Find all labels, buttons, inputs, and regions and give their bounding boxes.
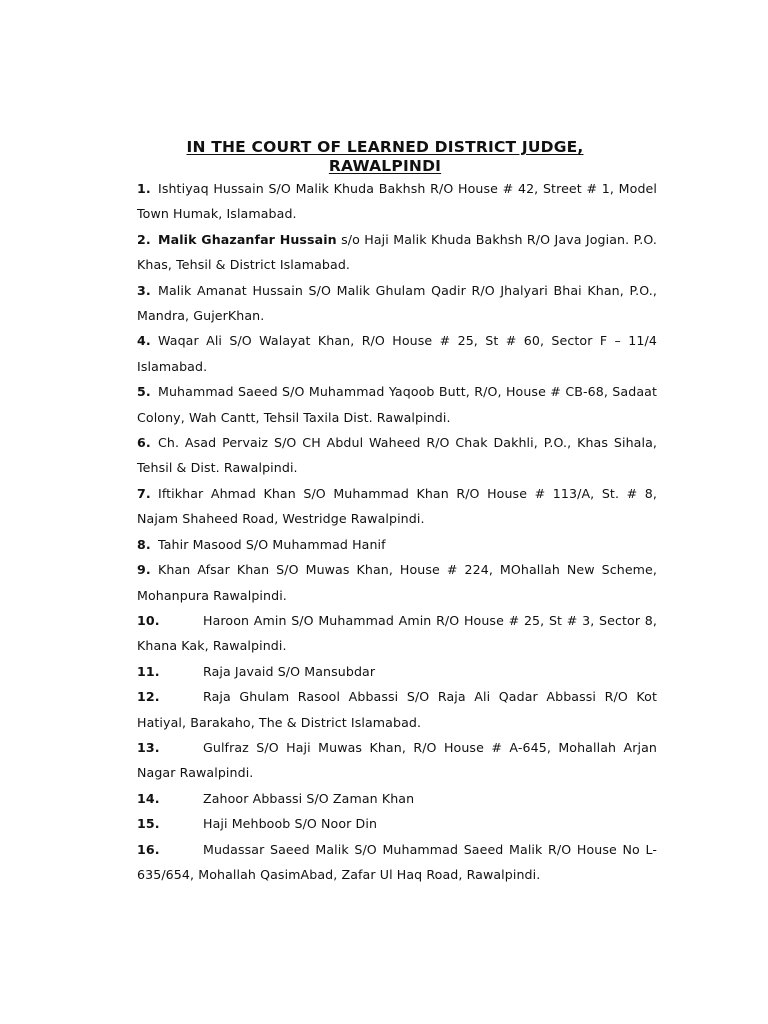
item-number: 1.: [137, 181, 151, 196]
item-number: 3.: [137, 282, 151, 298]
item-text: Waqar Ali S/O Walayat Khan, R/O House # 25, St # 60, Sector F – 11/4 Islamabad.: [137, 333, 657, 374]
item-number: 6.: [137, 435, 151, 451]
item-number: 5.: [137, 384, 151, 400]
list-item: [137, 328, 657, 379]
item-number: 4.: [137, 333, 151, 349]
item-text: Ishtiyaq Hussain S/O Malik Khuda Bakhsh R/O House # 42, Street # 1, Model Town Humak, Islamabad.: [137, 181, 657, 222]
item-number: 9.: [137, 562, 151, 578]
list-item: [137, 684, 657, 735]
item-text: Tahir Masood S/O Muhammad Hanif: [158, 536, 386, 552]
item-text: Zahoor Abbassi S/O Zaman Khan: [203, 790, 415, 806]
list-item: [137, 557, 657, 608]
item-number: 15.: [137, 816, 160, 832]
item-number: 7.: [137, 485, 151, 501]
party-list: [137, 176, 657, 887]
item-text: Gulfraz S/O Haji Muwas Khan, R/O House # A-645, Mohallah Arjan Nagar Rawalpindi.: [137, 739, 657, 781]
list-item: [137, 735, 657, 786]
item-text: Malik Amanat Hussain S/O Malik Ghulam Qadir R/O Jhalyari Bhai Khan, P.O., Mandra, GujerKhan.: [137, 282, 657, 324]
item-text: Raja Ghulam Rasool Abbassi S/O Raja Ali Qadar Abbassi R/O Kot Hatiyal, Barakaho, The & District Islamabad.: [137, 689, 657, 730]
item-text: Raja Javaid S/O Mansubdar: [203, 663, 376, 679]
item-number: 14.: [137, 790, 160, 806]
item-number: 11.: [137, 663, 160, 679]
list-item: [137, 786, 657, 811]
item-number: 12.: [137, 689, 160, 705]
item-text: s/o Haji Malik Khuda Bakhsh R/O Java Jogian. P.O. Khas, Tehsil & District Islamabad.: [137, 231, 658, 273]
item-number: 8.: [137, 536, 151, 552]
court-title-line-1: IN THE COURT OF LEARNED DISTRICT JUDGE,: [186, 138, 584, 156]
item-text: Iftikhar Ahmad Khan S/O Muhammad Khan R/O House # 113/A, St. # 8, Najam Shaheed Road, Westridge Rawalpindi.: [137, 485, 657, 527]
list-item: [137, 379, 657, 430]
list-item: [137, 278, 657, 329]
item-text: Haji Mehboob S/O Noor Din: [203, 816, 378, 832]
item-number: 16.: [137, 841, 160, 857]
list-item: [137, 176, 657, 227]
item-text: Haroon Amin S/O Muhammad Amin R/O House # 25, St # 3, Sector 8, Khana Kak, Rawalpindi.: [137, 612, 657, 654]
item-number: 13.: [137, 739, 160, 755]
list-item: [137, 811, 657, 836]
court-title-line-2: RAWALPINDI: [328, 157, 442, 175]
court-title: [140, 138, 630, 176]
list-item: [137, 659, 657, 684]
item-text: Muhammad Saeed S/O Muhammad Yaqoob Butt, R/O, House # CB-68, Sadaat Colony, Wah Cantt, Tehsil Taxila Dist. Rawalpindi.: [137, 384, 657, 425]
item-text: Ch. Asad Pervaiz S/O CH Abdul Waheed R/O Chak Dakhli, P.O., Khas Sihala, Tehsil & Dist. Rawalpindi.: [137, 435, 657, 476]
item-bold-name: Malik Ghazanfar Hussain: [158, 231, 337, 247]
list-item: [137, 430, 657, 481]
list-item: [137, 608, 657, 659]
item-text: Khan Afsar Khan S/O Muwas Khan, House # 224, MOhallah New Scheme, Mohanpura Rawalpindi.: [137, 562, 657, 603]
list-item: [137, 481, 657, 532]
list-item: [137, 227, 657, 278]
list-item: [137, 837, 657, 888]
item-number: 2.: [137, 231, 151, 247]
item-number: 10.: [137, 612, 160, 628]
list-item: [137, 532, 657, 557]
item-text: Mudassar Saeed Malik S/O Muhammad Saeed Malik R/O House No L- 635/654, Mohallah QasimAbad, Zafar Ul Haq Road, Rawalpindi.: [137, 841, 657, 882]
